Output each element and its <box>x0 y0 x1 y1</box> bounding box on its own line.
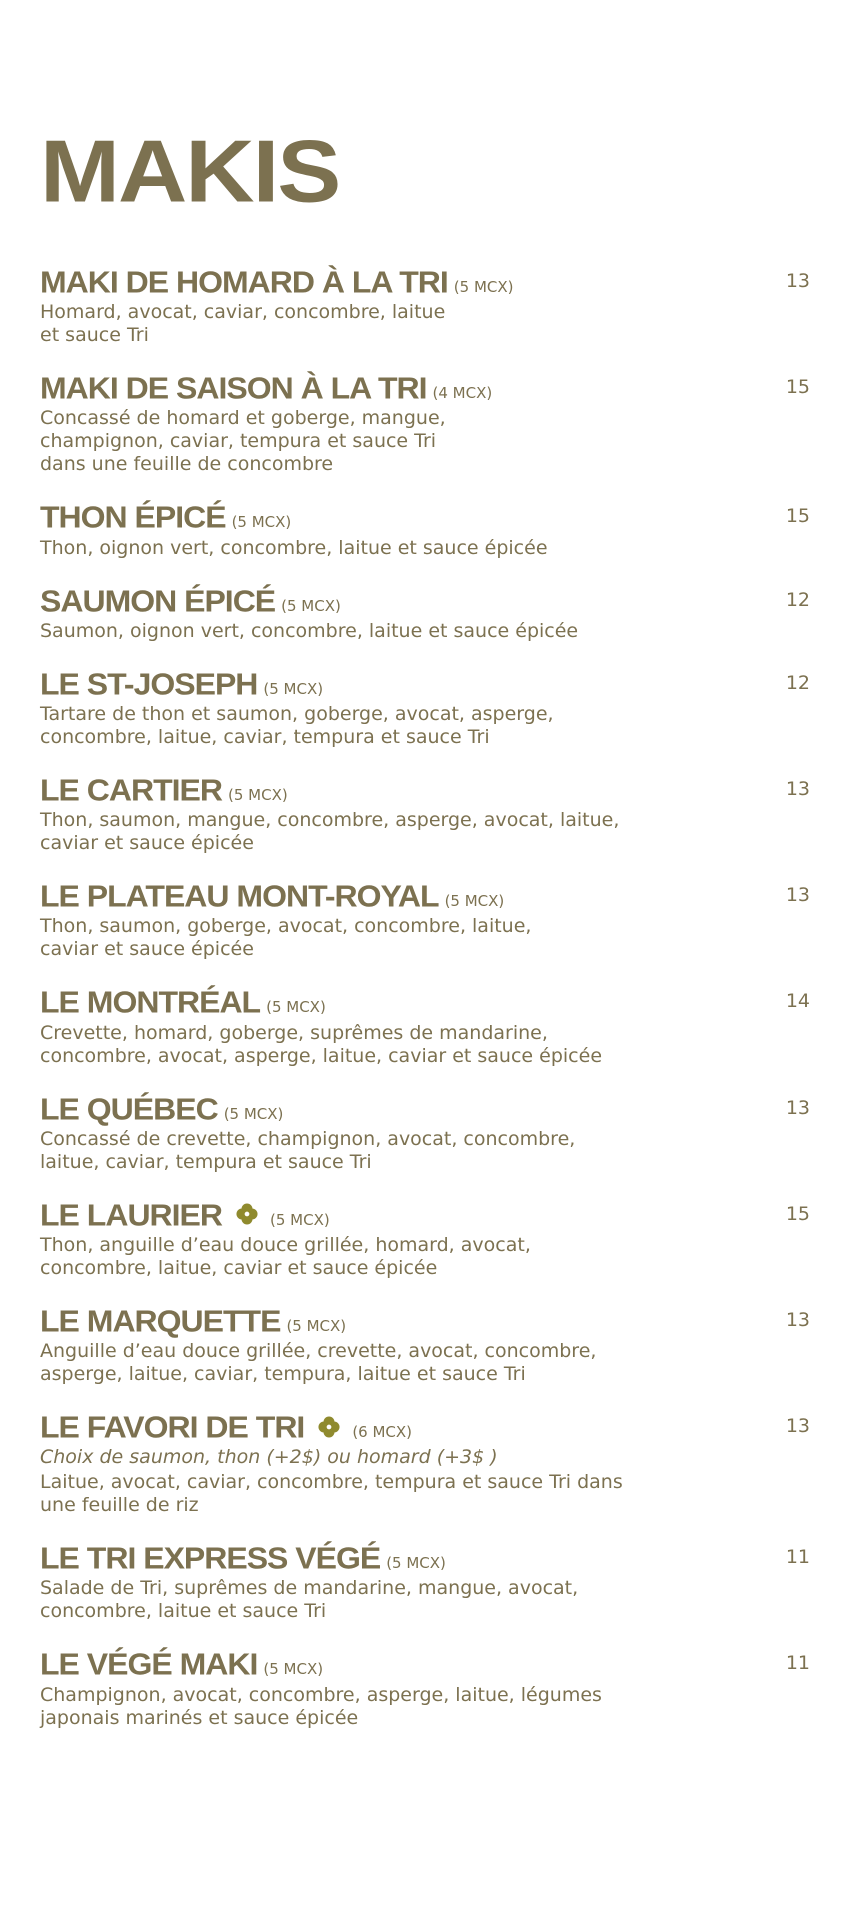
description-line: Tartare de thon et saumon, goberge, avocat, asperge, <box>40 702 554 725</box>
item-header <box>40 1091 710 1126</box>
item-header <box>40 1197 710 1232</box>
description-line: Crevette, homard, goberge, suprêmes de mandarine, <box>40 1021 548 1044</box>
description-line: Thon, anguille d’eau douce grillée, homard, avocat, <box>40 1233 531 1256</box>
flower-icon <box>236 1203 258 1225</box>
menu-item-8 <box>40 984 810 1067</box>
item-description <box>40 1340 660 1386</box>
item-price: 15 <box>785 505 810 528</box>
description-line: Saumon, oignon vert, concombre, laitue et sauce épicée <box>40 619 579 642</box>
item-description <box>40 1022 660 1068</box>
menu-item-6 <box>40 772 810 855</box>
description-line: caviar et sauce épicée <box>40 938 254 961</box>
menu-item-14 <box>40 1646 810 1729</box>
item-header <box>40 1646 710 1681</box>
item-piece-count: (5 MCX) <box>223 1104 284 1123</box>
item-name: LE MONTRÉAL <box>40 985 261 1020</box>
item-name: LE MARQUETTE <box>40 1303 281 1338</box>
item-description <box>40 301 660 347</box>
description-line: Concassé de homard et goberge, mangue, <box>40 407 446 430</box>
menu-item-12 <box>40 1409 810 1517</box>
item-header <box>40 1540 710 1575</box>
menu-list <box>40 264 810 1730</box>
item-header <box>40 984 710 1019</box>
description-line: dans une feuille de concombre <box>40 453 334 476</box>
item-header <box>40 370 710 405</box>
item-price: 13 <box>785 1096 810 1119</box>
menu-item-13 <box>40 1540 810 1623</box>
item-price: 13 <box>785 884 810 907</box>
item-piece-count: (4 MCX) <box>432 384 493 403</box>
item-description <box>40 620 660 643</box>
item-price: 14 <box>785 990 810 1013</box>
item-piece-count: (5 MCX) <box>228 785 288 804</box>
menu-item-7 <box>40 878 810 961</box>
description-line: Concassé de crevette, champignon, avocat, concombre, <box>40 1127 576 1150</box>
item-piece-count: (5 MCX) <box>444 892 505 911</box>
item-piece-count: (5 MCX) <box>231 513 292 532</box>
item-description <box>40 1128 660 1174</box>
menu-item-5 <box>40 666 810 749</box>
item-header <box>40 583 710 618</box>
menu-item-1 <box>40 264 810 347</box>
item-description <box>40 407 660 476</box>
item-price: 15 <box>785 376 810 399</box>
item-header <box>40 499 710 534</box>
item-header <box>40 772 710 807</box>
item-name: LE QUÉBEC <box>40 1091 218 1126</box>
description-line: Anguille d’eau douce grillée, crevette, avocat, concombre, <box>40 1340 597 1363</box>
item-description <box>40 1234 660 1280</box>
item-price: 15 <box>785 1202 810 1225</box>
description-line: asperge, laitue, caviar, tempura, laitue et sauce Tri <box>40 1363 526 1386</box>
item-piece-count: (5 MCX) <box>386 1554 446 1573</box>
description-line: concombre, avocat, asperge, laitue, caviar et sauce épicée <box>40 1044 603 1067</box>
item-name: MAKI DE HOMARD À LA TRI <box>40 264 448 300</box>
menu-item-9 <box>40 1091 810 1174</box>
description-line: concombre, laitue, caviar et sauce épicée <box>40 1256 438 1279</box>
section-title: MAKIS <box>40 122 340 221</box>
description-line: champignon, caviar, tempura et sauce Tri <box>40 430 437 453</box>
menu-item-10 <box>40 1197 810 1280</box>
item-name: LE TRI EXPRESS VÉGÉ <box>40 1541 381 1576</box>
description-line: et sauce Tri <box>40 324 149 347</box>
item-description <box>40 537 660 560</box>
item-price: 11 <box>785 1546 810 1569</box>
item-name: MAKI DE SAISON À LA TRI <box>40 370 427 406</box>
description-line: Laitue, avocat, caviar, concombre, tempura et sauce Tri dans <box>40 1471 623 1494</box>
description-line: Thon, saumon, mangue, concombre, asperge, avocat, laitue, <box>40 809 620 832</box>
description-line: laitue, caviar, tempura et sauce Tri <box>40 1150 372 1173</box>
item-header <box>40 264 710 299</box>
item-description <box>40 1577 660 1623</box>
menu-item-2 <box>40 370 810 476</box>
item-description <box>40 915 660 961</box>
description-line: Homard, avocat, caviar, concombre, laitue <box>40 301 446 324</box>
flower-icon <box>318 1416 340 1438</box>
item-price: 13 <box>785 270 810 292</box>
description-line: Salade de Tri, suprêmes de mandarine, mangue, avocat, <box>40 1577 579 1600</box>
item-piece-count: (5 MCX) <box>263 1660 324 1679</box>
item-header <box>40 878 710 913</box>
item-description <box>40 809 660 855</box>
item-name: LE LAURIER <box>40 1197 222 1232</box>
item-piece-count: (5 MCX) <box>286 1316 347 1335</box>
item-price: 11 <box>785 1652 810 1675</box>
item-name: LE CARTIER <box>40 772 222 807</box>
item-name: LE PLATEAU MONT-ROYAL <box>40 878 439 914</box>
item-name: LE ST-JOSEPH <box>40 666 258 701</box>
item-name: LE FAVORI DE TRI <box>40 1409 305 1445</box>
item-piece-count: (5 MCX) <box>266 998 326 1017</box>
item-name: THON ÉPICÉ <box>40 500 226 535</box>
description-line: une feuille de riz <box>40 1494 199 1517</box>
item-piece-count: (5 MCX) <box>453 278 514 296</box>
description-line: Thon, saumon, goberge, avocat, concombre, laitue, <box>40 915 532 938</box>
item-option: Choix de saumon, thon (+2$) ou homard (+3$ ) <box>40 1446 498 1469</box>
item-price: 13 <box>785 777 810 800</box>
item-piece-count: (6 MCX) <box>352 1423 413 1442</box>
description-line: Champignon, avocat, concombre, asperge, laitue, légumes <box>40 1683 602 1706</box>
description-line: concombre, laitue et sauce Tri <box>40 1600 327 1623</box>
item-header <box>40 666 710 701</box>
description-line: concombre, laitue, caviar, tempura et sauce Tri <box>40 725 490 748</box>
item-description <box>40 703 660 749</box>
description-line: japonais marinés et sauce épicée <box>40 1706 359 1729</box>
item-name: LE VÉGÉ MAKI <box>40 1647 258 1682</box>
item-header <box>40 1303 710 1338</box>
item-description <box>40 1471 660 1517</box>
item-piece-count: (5 MCX) <box>263 679 324 698</box>
menu-item-4 <box>40 583 810 643</box>
description-line: caviar et sauce épicée <box>40 832 254 855</box>
item-piece-count: (5 MCX) <box>270 1210 330 1229</box>
item-description <box>40 1684 660 1730</box>
description-line: Thon, oignon vert, concombre, laitue et sauce épicée <box>40 536 548 559</box>
item-header <box>40 1409 710 1444</box>
item-price: 12 <box>785 671 810 694</box>
item-price: 13 <box>785 1308 810 1331</box>
item-name: SAUMON ÉPICÉ <box>40 583 276 618</box>
menu-page <box>40 120 810 1753</box>
item-piece-count: (5 MCX) <box>281 596 341 615</box>
item-price: 13 <box>785 1415 810 1438</box>
menu-item-11 <box>40 1303 810 1386</box>
item-price: 12 <box>785 588 810 611</box>
menu-item-3 <box>40 499 810 559</box>
